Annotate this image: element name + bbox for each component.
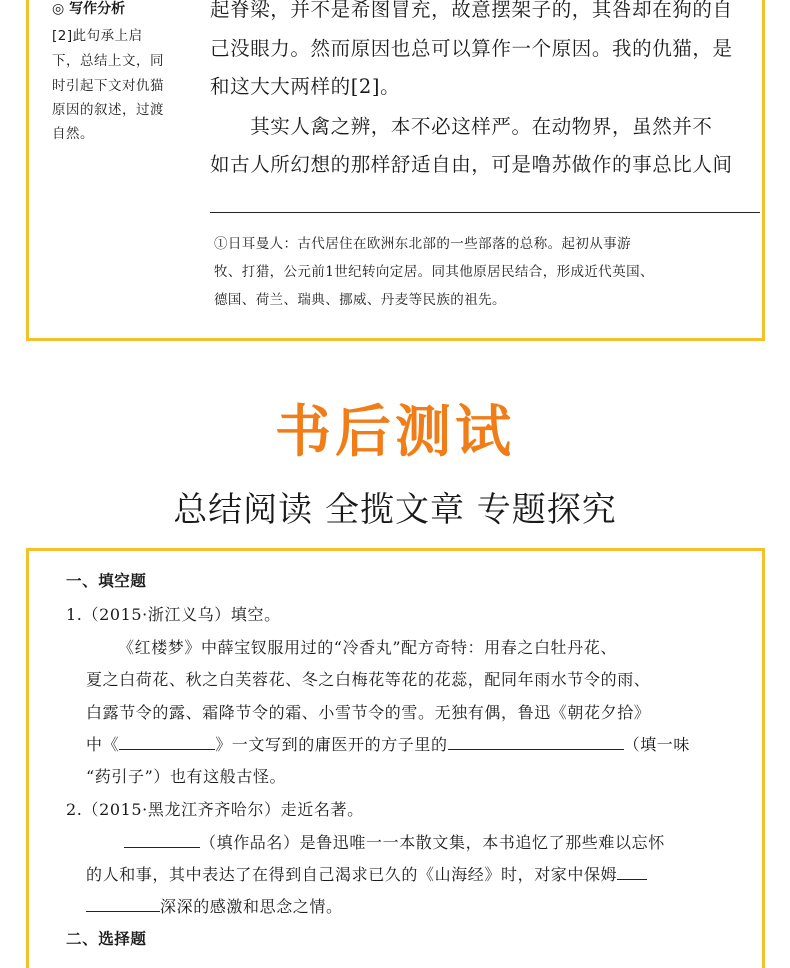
question-1-text: 》一文写到的庸医开的方子里的 [215,735,448,754]
question-1-text: 《红楼梦》中薛宝钗服用过的“冷香丸”配方奇特：用春之白牡丹花、 [118,638,617,657]
question-2-heading: 2.（2015·黑龙江齐齐哈尔）走近名著。 [66,800,364,819]
writing-analysis-title: ◎ 写作分析 [52,1,126,17]
question-1-heading: 1.（2015·浙江义乌）填空。 [66,605,281,624]
banner-title: 书后测试 [275,400,515,465]
main-text-line: 起脊梁，并不是希图冒充，故意摆架子的，其咎却在狗的自 [210,0,733,21]
question-2-blank-line [86,894,343,917]
question-2-blank-line [86,862,647,885]
question-2-blank-line [124,830,665,853]
answer-blank[interactable] [86,895,160,912]
answer-blank[interactable] [448,733,624,750]
footnote-divider [210,212,760,213]
main-text-line: 和这大大两样的[2]。 [210,75,401,98]
question-1-text: （填一味 [623,735,691,754]
footnote-line: 牧、打猎，公元前1世纪转向定居。同其他原居民结合，形成近代英国、 [214,264,654,280]
main-text-line: 己没眼力。然而原因也总可以算作一个原因。我的仇猫，是 [210,37,733,60]
footnote-line: 德国、荷兰、瑞典、挪威、丹麦等民族的祖先。 [214,292,506,308]
section-heading-fill-in: 一、填空题 [66,572,147,590]
answer-blank[interactable] [119,733,215,750]
question-1-text: 夏之白荷花、秋之白芙蓉花、冬之白梅花等花的花蕊，配同年雨水节令的雨、 [86,670,651,689]
question-1-text: “药引子”）也有这般古怪。 [86,767,287,786]
footnote-line: ①日耳曼人：古代居住在欧洲东北部的一些部落的总称。起初从事游 [214,236,631,252]
answer-blank[interactable] [124,831,200,848]
question-2-text: （填作品名）是鲁迅唯一一本散文集，本书追忆了那些难以忘怀 [200,833,665,852]
writing-analysis-line: 下，总结上文，同 [52,53,164,69]
writing-analysis-line: 自然。 [52,126,94,142]
question-1-text: 白露节令的露、霜降节令的霜、小雪节令的雪。无独有偶，鲁迅《朝花夕拾》 [86,703,651,722]
question-2-text: 深深的感激和思念之情。 [160,897,343,916]
question-1-blank-line [86,732,690,755]
banner-subtitle: 总结阅读 全揽文章 专题探究 [173,490,617,530]
writing-analysis-line: 原因的叙述，过渡 [52,102,164,118]
section-heading-multiple-choice: 二、选择题 [66,930,147,948]
question-2-text: 的人和事，其中表达了在得到自己渴求已久的《山海经》时，对家中保姆 [86,865,618,884]
question-1-text: 中《 [86,735,120,754]
main-text-line: 其实人禽之辨，本不必这样严。在动物界，虽然并不 [210,115,713,138]
writing-analysis-line: 时引起下文对仇猫 [52,78,164,94]
main-text-line: 如古人所幻想的那样舒适自由，可是噜苏做作的事总比人间 [210,153,733,176]
writing-analysis-line: [2]此句承上启 [52,28,143,44]
answer-blank[interactable] [617,863,647,880]
